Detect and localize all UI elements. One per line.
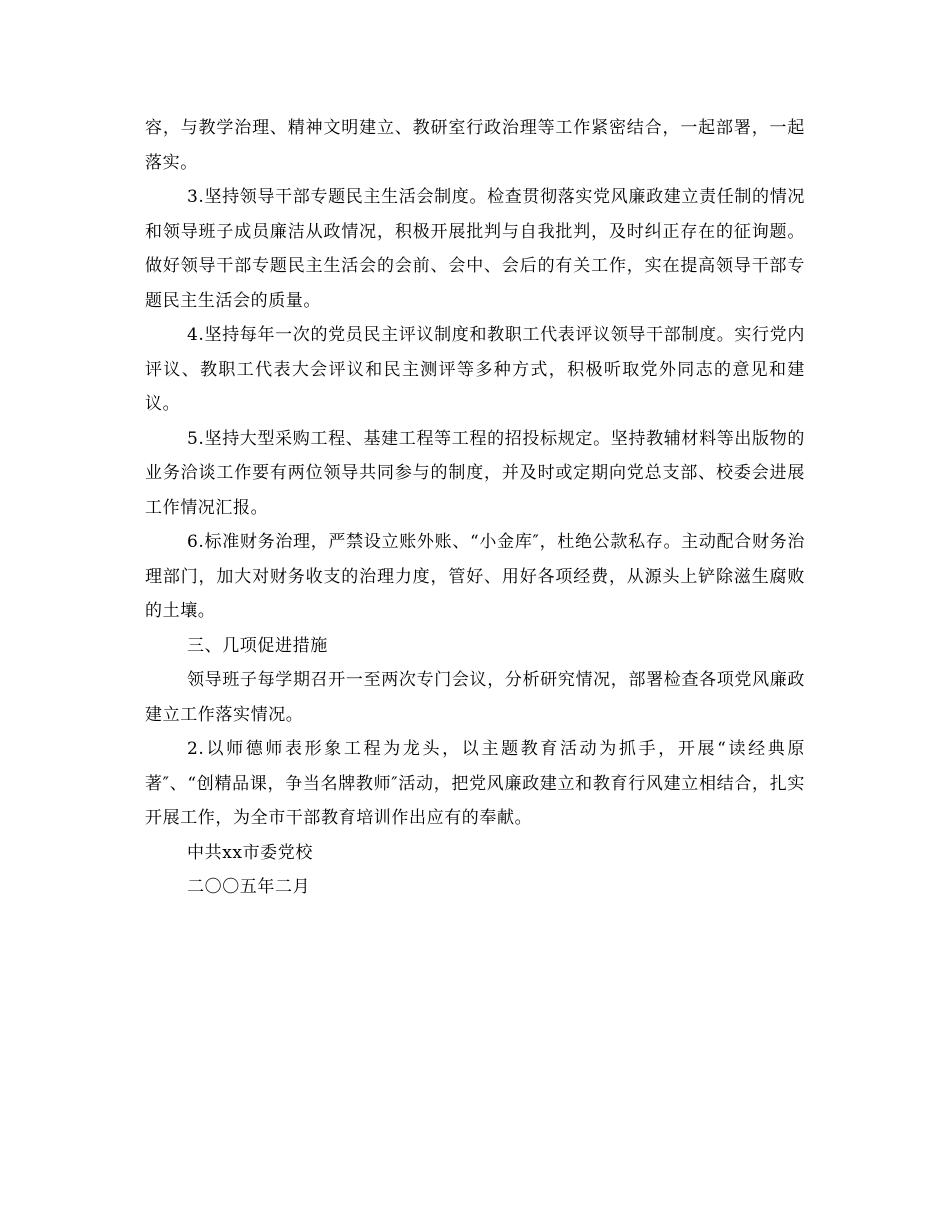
signature-organization: 中共xx市委党校 <box>187 842 313 863</box>
document-body <box>145 111 805 905</box>
paragraph-item-3: 3.坚持领导干部专题民主生活会制度。检查贯彻落实党风廉政建立责任制的情况和领导班子成员廉洁从政情况，积极开展批判与自我批判，及时纠正存在的征询题。做好领导干部专题民主生活会的会前、会中、会后的有关工作，实在提高领导干部专题民主生活会的质量。 <box>145 187 805 311</box>
section-heading: 三、几项促进措施 <box>187 635 328 656</box>
paragraph-item-1: 领导班子每学期召开一至两次专门会议，分析研究情况，部署检查各项党风廉政建立工作落实情况。 <box>145 670 805 725</box>
paragraph-item-4: 4.坚持每年一次的党员民主评议制度和教职工代表评议领导干部制度。实行党内评议、教职工代表大会评议和民主测评等多种方式，积极听取党外同志的意见和建议。 <box>145 325 805 414</box>
paragraph-item-2: 2.以师德师表形象工程为龙头，以主题教育活动为抓手，开展“读经典原著″、“创精品课，争当名牌教师″活动，把党风廉政建立和教育行风建立相结合，扎实开展工作，为全市干部教育培训作出应有的奉献。 <box>145 739 805 828</box>
signature-date: 二〇〇五年二月 <box>187 877 311 897</box>
paragraph-continuation: 容，与教学治理、精神文明建立、教研室行政治理等工作紧密结合，一起部署，一起落实。 <box>145 118 805 173</box>
paragraph-item-5: 5.坚持大型采购工程、基建工程等工程的招投标规定。坚持教辅材料等出版物的业务洽谈工作要有两位领导共同参与的制度，并及时或定期向党总支部、校委会进展工作情况汇报。 <box>145 428 805 518</box>
paragraph-item-6: 6.标准财务治理，严禁设立账外账、“小金库″，杜绝公款私存。主动配合财务治理部门，加大对财务收支的治理力度，管好、用好各项经费，从源头上铲除滋生腐败的土壤。 <box>145 532 805 621</box>
